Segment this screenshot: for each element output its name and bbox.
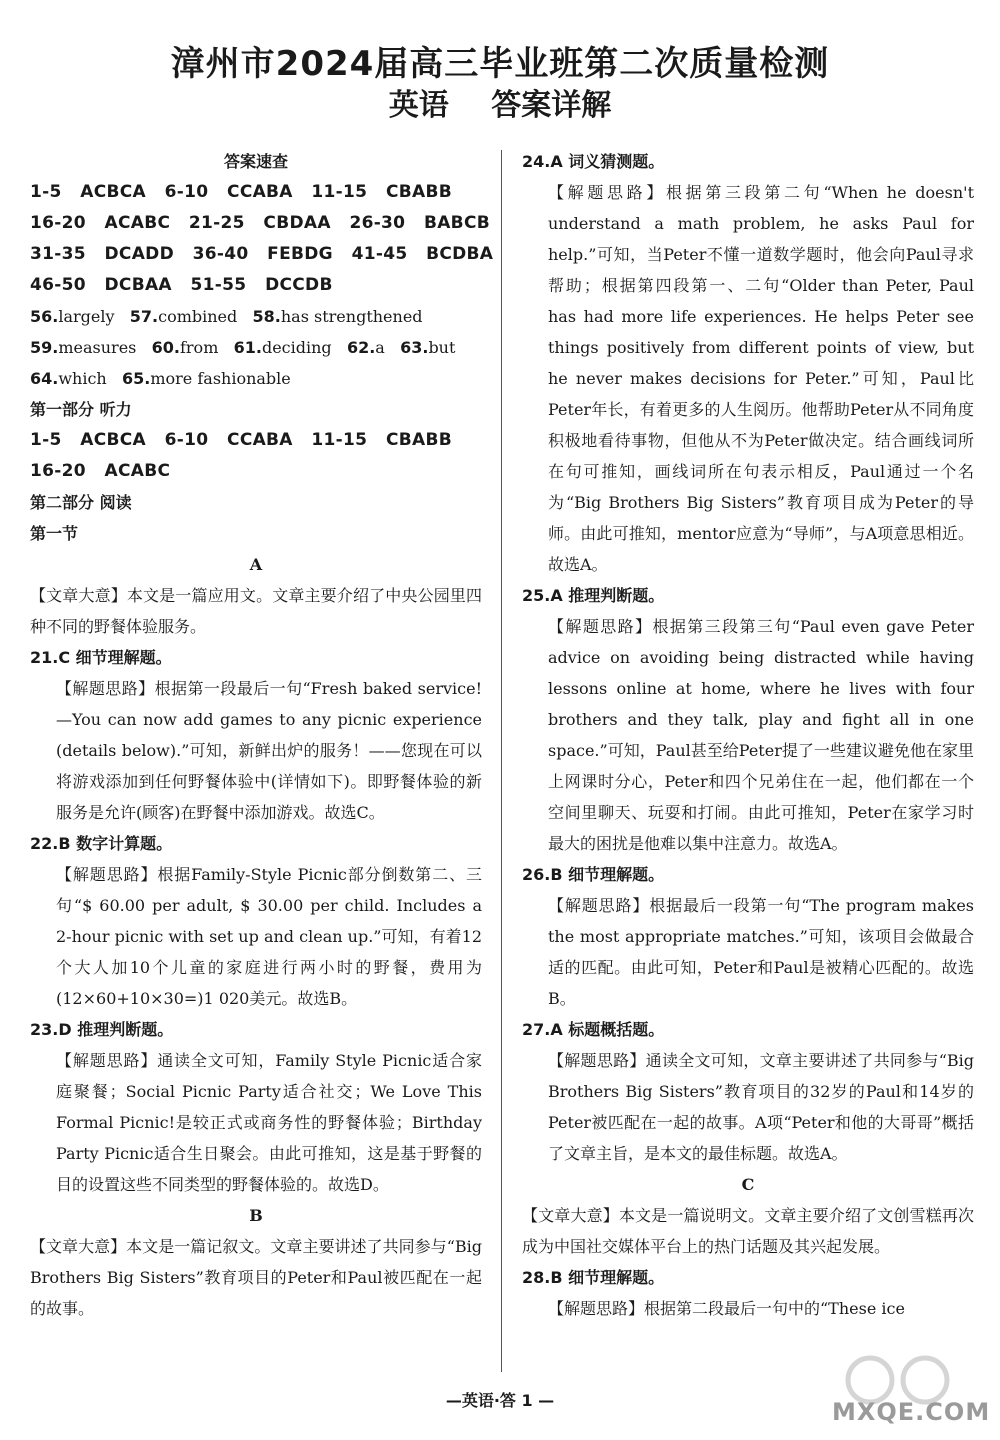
part1-title: 第一部分 听力	[30, 400, 132, 419]
item-number: 57.	[129, 307, 159, 326]
q24-heading: 24.A 词义猜测题。	[522, 152, 665, 171]
item-number: 61.	[233, 338, 262, 357]
answer-detail-label: 答案详解	[491, 88, 612, 123]
item-number: 63.	[400, 338, 429, 357]
item-number: 56.	[30, 307, 59, 326]
listening-answer-line: 1-5 ACBCA 6-10 CCABA 11-15 CBABB	[30, 430, 452, 450]
quick-answer-line: 16-20 ACABC 21-25 CBDAA 26-30 BABCB	[30, 213, 490, 233]
item-answer: combined	[158, 307, 238, 326]
item-answer: deciding	[261, 338, 332, 357]
passage-a-summary: 【文章大意】本文是一篇应用文。文章主要介绍了中央公园里四种不同的野餐体验服务。	[30, 586, 482, 636]
item-answer: a	[375, 338, 385, 357]
passage-c-summary: 【文章大意】本文是一篇说明文。文章主要介绍了文创雪糕再次成为中国社交媒体平台上的热门话题及其兴起发展。	[522, 1206, 974, 1256]
q26-heading: 26.B 细节理解题。	[522, 865, 665, 884]
quick-answer-title: 答案速查	[223, 152, 288, 171]
watermark-text: MXQE.COM	[832, 1398, 991, 1426]
item-answer: which	[58, 369, 107, 388]
q23-heading: 23.D 推理判断题。	[30, 1020, 174, 1039]
q22-explanation: 【解题思路】根据Family-Style Picnic部分倒数第二、三句“$ 60.00 per adult, $ 30.00 per child. Includes a 2-hour picnic with set up and clean up.”可知，有着12个大人加10个儿童的家庭进行两小时的野餐，费用为(12×60+10×30=)1 020美元。故选B。	[56, 865, 482, 1008]
passage-b-heading: B	[249, 1206, 263, 1225]
quick-answer-line: 1-5 ACBCA 6-10 CCABA 11-15 CBABB	[30, 182, 452, 202]
item-answer: more fashionable	[150, 369, 291, 388]
item-number: 59.	[30, 338, 59, 357]
item-answer: measures	[58, 338, 137, 357]
page-title: 漳州市2024届高三毕业班第二次质量检测	[170, 44, 830, 84]
item-number: 62.	[346, 338, 376, 357]
item-answer: but	[428, 338, 456, 357]
item-number: 65.	[122, 369, 151, 388]
item-number: 64.	[30, 369, 59, 388]
q27-heading: 27.A 标题概括题。	[522, 1020, 665, 1039]
fill-answer-line	[30, 363, 482, 394]
item-answer: largely	[58, 307, 115, 326]
column-divider	[501, 150, 502, 1372]
quick-answer-line: 31-35 DCADD 36-40 FEBDG 41-45 BCDBA	[30, 244, 494, 264]
subject-label: 英语	[388, 88, 449, 123]
passage-a-heading: A	[249, 555, 263, 574]
item-answer: has strengthened	[280, 307, 423, 326]
quick-answer-line: 46-50 DCBAA 51-55 DCCDB	[30, 275, 333, 295]
page-footer: —英语·答 1 —	[445, 1391, 555, 1410]
q27-explanation: 【解题思路】通读全文可知，文章主要讲述了共同参与“Big Brothers Big Sisters”教育项目的32岁的Paul和14岁的Peter被匹配在一起的故事。A项“Peter和他的大哥哥”概括了文章主旨，是本文的最佳标题。故选A。	[548, 1051, 974, 1163]
fill-answer-line	[30, 332, 482, 363]
passage-c-heading: C	[741, 1175, 755, 1194]
q23-explanation: 【解题思路】通读全文可知，Family Style Picnic适合家庭聚餐；Social Picnic Party适合社交；We Love This Formal Picnic!是较正式或商务性的野餐体验；Birthday Party Picnic适合生日聚会。由此可推知，这是基于野餐的目的设置这些不同类型的野餐体验的。故选D。	[56, 1051, 482, 1194]
section1-title: 第一节	[30, 524, 79, 543]
page-subtitle	[0, 80, 1000, 124]
q28-explanation: 【解题思路】根据第二段最后一句中的“These ice	[548, 1299, 905, 1318]
q25-heading: 25.A 推理判断题。	[522, 586, 665, 605]
q21-explanation: 【解题思路】根据第一段最后一句“Fresh baked service! —You can now add games to any picnic experience (details below).”可知，新鲜出炉的服务！——您现在可以将游戏添加到任何野餐体验中(详情如下)。即野餐体验的新服务是允许(顾客)在野餐中添加游戏。故选C。	[56, 679, 482, 822]
listening-answer-line: 16-20 ACABC	[30, 461, 171, 481]
q26-explanation: 【解题思路】根据最后一段第一句“The program makes the most appropriate matches.”可知，该项目会做最合适的匹配。由此可知，Peter和Paul是被精心匹配的。故选B。	[548, 896, 974, 1008]
part2-title: 第二部分 阅读	[30, 493, 132, 512]
right-column	[522, 146, 974, 1324]
item-number: 58.	[252, 307, 281, 326]
q21-heading: 21.C 细节理解题。	[30, 648, 172, 667]
left-column	[30, 146, 494, 1324]
item-number: 60.	[151, 338, 180, 357]
passage-b-summary: 【文章大意】本文是一篇记叙文。文章主要讲述了共同参与“Big Brothers Big Sisters”教育项目的Peter和Paul被匹配在一起的故事。	[30, 1237, 482, 1318]
q28-heading: 28.B 细节理解题。	[522, 1268, 665, 1287]
fill-answer-line	[30, 301, 482, 332]
q22-heading: 22.B 数字计算题。	[30, 834, 173, 853]
q25-explanation: 【解题思路】根据第三段第三句“Paul even gave Peter advice on avoiding being distracted while having lessons online at home, where he lives with four brothers and they talk, play and fight all in one space.”可知，Paul甚至给Peter提了一些建议避免他在家里上网课时分心，Peter和四个兄弟住在一起，他们都在一个空间里聊天、玩耍和打闹。由此可推知，Peter在家学习时最大的困扰是他难以集中注意力。故选A。	[548, 617, 974, 853]
item-answer: from	[179, 338, 219, 357]
q24-explanation: 【解题思路】根据第三段第二句“When he doesn't understand a math problem, he asks Paul for help.”可知，当Peter不懂一道数学题时，他会向Paul寻求帮助；根据第四段第一、二句“Older than Peter, Paul has had more life experiences. He helps Peter see things positively from different points of view, but he never makes decisions for Peter.”可知，Paul比Peter年长，有着更多的人生阅历。他帮助Peter从不同角度积极地看待事物，但他从不为Peter做决定。结合画线词所在句可推知，画线词所在句表示相反，Paul通过一个名为“Big Brothers Big Sisters”教育项目成为Peter的导师。由此可推知，mentor应意为“导师”，与A项意思相近。故选A。	[548, 183, 974, 574]
